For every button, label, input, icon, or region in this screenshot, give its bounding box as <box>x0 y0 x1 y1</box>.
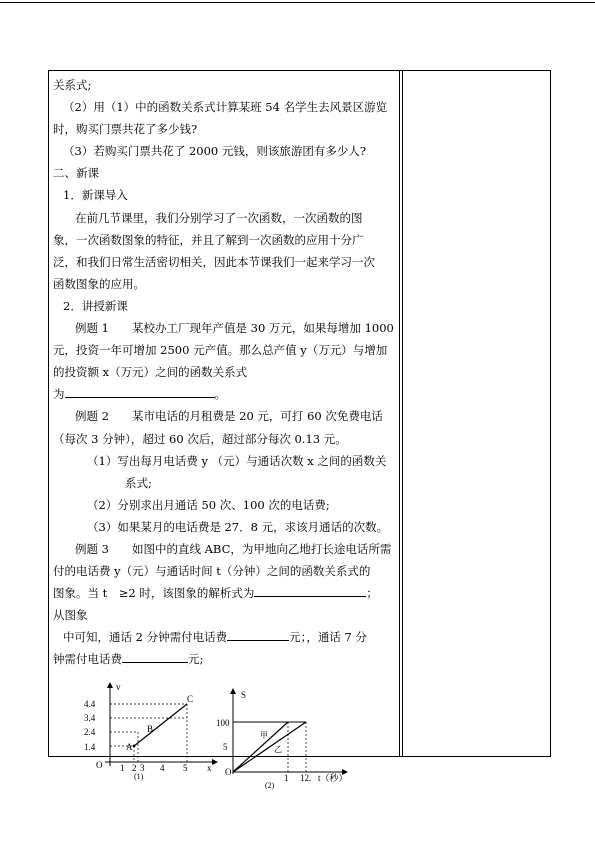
x-axis-arrow-icon <box>212 759 218 765</box>
y-tick: 2.4 <box>84 727 96 737</box>
y-axis-label: v <box>116 682 121 692</box>
text-line: 付的电话费 y（元）与通话时间 t（分钟）之间的函数关系式的 <box>53 564 371 579</box>
text-line: 函数图象的应用。 <box>53 276 145 291</box>
y-tick: 3.4 <box>84 713 96 723</box>
point-label-c: C <box>187 694 194 704</box>
line-yi <box>233 722 306 772</box>
s-axis-arrow-icon <box>230 688 236 694</box>
s-tick: 5 <box>223 742 228 752</box>
text-line: 在前几节课里，我们分别学习了一次函数，一次函数的图 <box>75 210 363 225</box>
subsection-heading: 2．讲授新课 <box>63 298 128 313</box>
function-graphs <box>70 670 410 820</box>
text-line: 例题 1 某校办工厂现年产值是 30 万元，如果每增加 1000 <box>75 321 394 336</box>
x-tick: 5 <box>183 763 188 773</box>
text-line: 例题 2 某市电话的月租费是 20 元，可打 60 次免费电话 <box>75 409 383 424</box>
s-tick: 100 <box>216 718 230 728</box>
point-label-b: B <box>147 724 154 734</box>
x-tick: 4 <box>160 763 165 773</box>
text-line: 时，购买门票共花了多少钱? <box>53 122 198 137</box>
text-line: 关系式; <box>53 78 92 92</box>
y-axis-arrow-icon <box>107 682 113 688</box>
subsection-heading: 1．新课导入 <box>63 188 128 203</box>
s-axis-label: S <box>241 690 247 700</box>
point-a <box>133 745 136 748</box>
text-line: 的投资额 x（万元）之间的函数关系式 <box>53 365 248 380</box>
text-line: 泛，和我们日常生活密切相关，因此本节课我们一起来学习一次 <box>53 254 375 269</box>
text-line: 钟需付电话费 元; <box>53 652 204 667</box>
text-line: 为 。 <box>53 387 226 402</box>
y-tick: 4.4 <box>84 699 96 709</box>
label-jia: 甲 <box>260 731 268 740</box>
text-line: （3）若购买门票共花了 2000 元钱，则该旅游团有多少人? <box>63 144 367 159</box>
figure-2 <box>216 688 348 790</box>
text-line: （1）写出每月电话费 y （元）与通话次数 x 之间的函数关 <box>87 453 387 468</box>
answer-blank[interactable] <box>65 385 215 398</box>
answer-blank[interactable] <box>227 628 289 641</box>
section-heading: 二、新课 <box>53 166 99 181</box>
x-tick: 1 <box>120 763 125 773</box>
text-line: （2）分别求出月通话 50 次、100 次的电话费; <box>87 497 330 512</box>
answer-blank[interactable] <box>122 650 188 663</box>
t-axis-label: t（秒） <box>318 773 348 783</box>
x-tick: 2 <box>132 763 137 773</box>
figures <box>70 670 410 820</box>
x-axis-label: x <box>207 763 212 773</box>
line-abc <box>134 704 187 746</box>
origin-label: O <box>225 767 232 777</box>
text-line: 中可知，通话 2 分钟需付电话费 元；，通话 7 分 <box>63 630 368 645</box>
figure-caption: (2) <box>265 781 275 790</box>
y-tick: 1.4 <box>84 742 96 752</box>
t-tick: 12. <box>300 773 312 783</box>
text-line: 从图象 <box>53 608 88 623</box>
text-line: （3）如果某月的电话费是 27．8 元，求该月通话的次数。 <box>87 519 389 534</box>
t-tick: 1 <box>284 773 289 783</box>
table-divider-1 <box>399 70 400 757</box>
point-label-a: A <box>126 742 133 752</box>
answer-blank[interactable] <box>254 584 366 597</box>
figure-caption: (1) <box>134 772 144 781</box>
lesson-content <box>53 74 393 671</box>
x-tick: 3 <box>140 763 145 773</box>
text-line: 象，一次函数图象的特征，并且了解到一次函数的应用十分广 <box>53 232 364 247</box>
text-line: （每次 3 分钟），超过 60 次后，超过部分每次 0.13 元。 <box>53 431 347 446</box>
label-yi: 乙 <box>274 745 282 754</box>
origin-label: O <box>96 760 103 770</box>
figure-1 <box>84 682 218 781</box>
text-line: 例题 3 如图中的直线 ABC，为甲地向乙地打长途电话所需 <box>75 541 392 556</box>
text-line: 图象。当 t ≥2 时，该图象的解析式为 ； <box>53 586 378 601</box>
text-line: （2）用（1）中的函数关系式计算某班 54 名学生去风景区游览 <box>63 100 388 115</box>
text-line: 元，投资一年可增加 2500 元产值。那么总产值 y（万元）与增加 <box>53 343 388 358</box>
text-line: 系式; <box>125 475 152 490</box>
header-rule <box>0 2 595 3</box>
table-divider-2 <box>402 70 403 757</box>
